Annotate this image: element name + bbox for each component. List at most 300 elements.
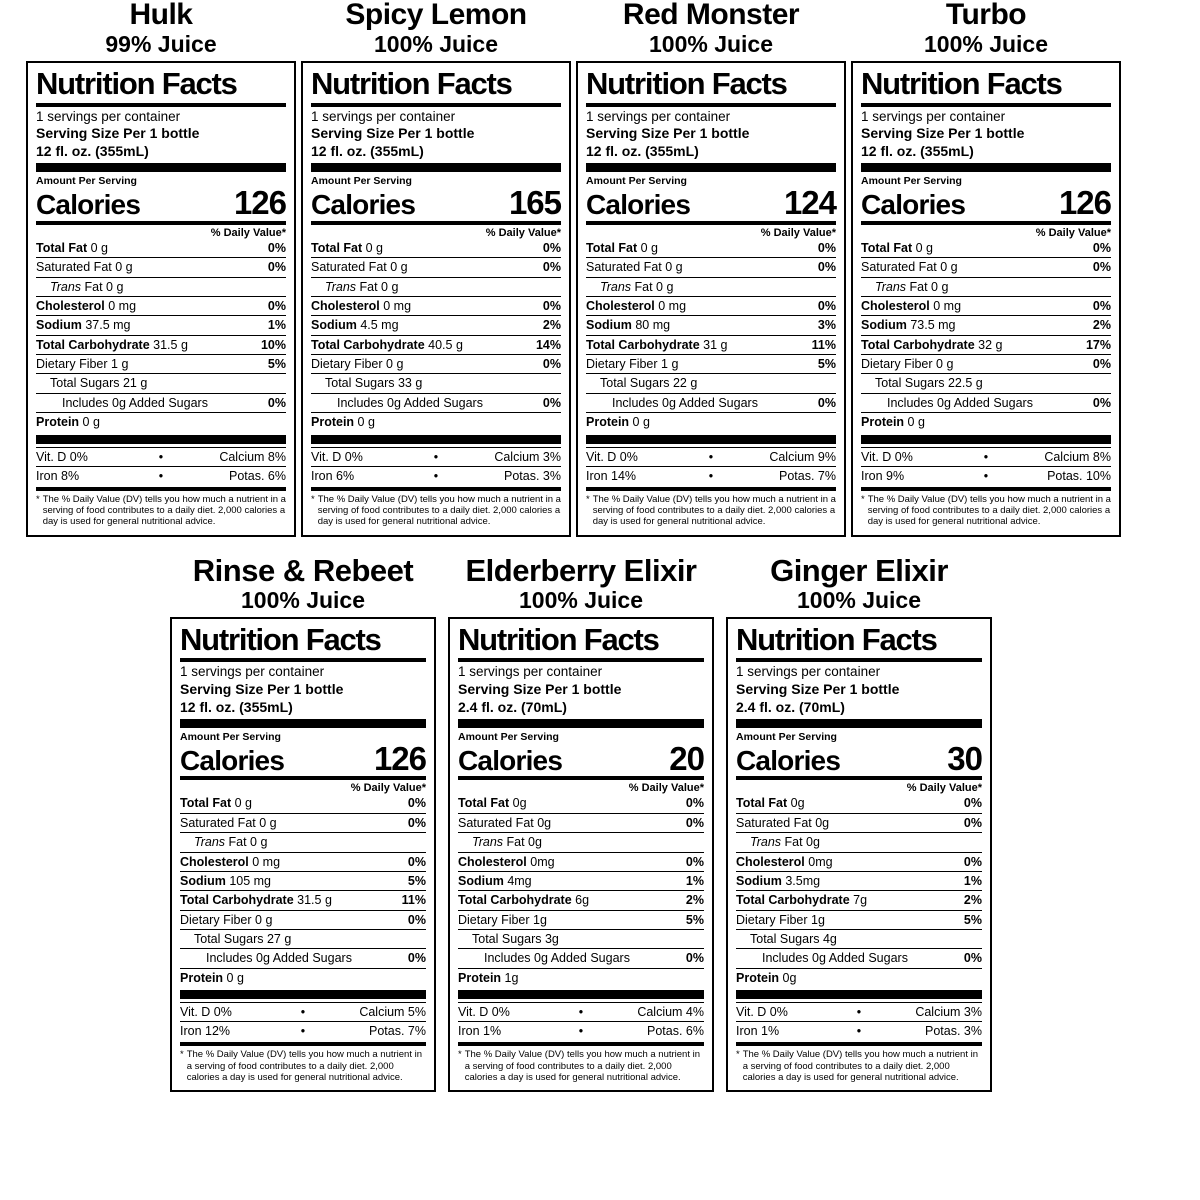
divider-thick	[180, 990, 426, 999]
nutrient-label: Total Sugars	[472, 932, 542, 947]
nutrient-name	[736, 874, 820, 888]
vitamin-right: Potas. 7%	[779, 468, 836, 483]
nutrient-row	[458, 871, 704, 890]
nutrient-name	[586, 299, 686, 313]
calories-row	[36, 184, 286, 222]
serving-size-line-1: Serving Size Per 1 bottle	[180, 681, 344, 698]
nutrient-label: Cholesterol	[736, 854, 805, 869]
nutrient-amount: Fat 0g	[503, 835, 542, 850]
serving-size-line-1: Serving Size Per 1 bottle	[861, 125, 1025, 142]
nutrient-name	[180, 932, 291, 946]
nutrient-daily-value: 0%	[1092, 260, 1111, 275]
divider-medium	[586, 487, 836, 491]
vitamin-separator-dot: •	[300, 1024, 306, 1039]
nutrient-daily-value: 5%	[407, 873, 426, 888]
divider-medium	[861, 221, 1111, 225]
nutrient-row	[311, 315, 561, 334]
nutrient-amount: Fat 0 g	[225, 835, 268, 850]
nutrient-row	[736, 929, 982, 948]
nutrient-daily-value: 0%	[542, 260, 561, 275]
nutrient-label: Includes 0g Added Sugars	[612, 395, 758, 410]
nutrient-label: Trans	[750, 835, 782, 850]
servings-per-container: 1 servings per container	[586, 108, 731, 124]
panel-title	[170, 552, 436, 613]
footnote-text: The % Daily Value (DV) tells you how much a nutrient in a serving of food contributes to a daily diet. 2,000 calories a day is used for general nutritional advice.	[592, 493, 836, 528]
nutrient-row	[36, 296, 286, 315]
nutrient-name	[736, 855, 833, 869]
divider-medium	[586, 103, 836, 107]
nutrient-amount: 0 g	[661, 260, 683, 275]
nutrient-daily-value: 0%	[542, 395, 561, 410]
divider-medium	[861, 103, 1111, 107]
nutrient-amount: 40.5 g	[424, 337, 463, 352]
footnote-asterisk: *	[311, 493, 315, 505]
nutrient-label: Total Fat	[458, 796, 510, 811]
nutrient-label: Total Carbohydrate	[736, 893, 850, 908]
nutrient-daily-value: 0%	[407, 815, 426, 830]
nutrient-row	[736, 968, 982, 987]
nutrient-name	[180, 971, 244, 985]
nutrient-name	[180, 951, 352, 965]
divider-medium	[736, 658, 982, 662]
nutrient-amount: 105 mg	[225, 873, 272, 888]
nutrient-name	[311, 299, 411, 313]
nutrient-label: Total Carbohydrate	[36, 337, 150, 352]
nutrient-name	[736, 893, 867, 907]
nutrient-name	[586, 396, 758, 410]
nutrient-amount: 0 g	[231, 796, 253, 811]
nutrient-row	[180, 832, 426, 851]
nutrient-amount: 0g	[533, 815, 552, 830]
nutrient-row	[861, 354, 1111, 373]
nutrient-daily-value: 0%	[267, 240, 286, 255]
nutrient-row	[861, 335, 1111, 354]
nutrient-row	[586, 354, 836, 373]
vitamin-left: Iron 12%	[180, 1024, 231, 1039]
nutrient-name	[736, 951, 908, 965]
nutrient-row	[586, 393, 836, 412]
nutrient-row	[311, 335, 561, 354]
nutrient-label: Includes 0g Added Sugars	[337, 395, 483, 410]
calories-value: 20	[669, 740, 704, 778]
nutrient-daily-value: 0%	[963, 854, 982, 869]
nutrient-label: Total Fat	[311, 240, 363, 255]
nutrition-facts-title: Nutrition Facts	[736, 621, 937, 657]
nutrient-amount: 32 g	[974, 337, 1003, 352]
nutrient-daily-value: 5%	[685, 912, 704, 927]
nutrient-row	[36, 354, 286, 373]
nutrient-daily-value: 0%	[407, 796, 426, 811]
nutrient-name	[311, 376, 422, 390]
nutrient-name	[36, 318, 130, 332]
nutrient-amount: 80 mg	[631, 318, 671, 333]
nutrient-name	[458, 855, 555, 869]
nutrient-name	[458, 835, 542, 849]
vitamin-separator-dot: •	[578, 1005, 584, 1020]
divider-thick	[861, 435, 1111, 444]
nutrient-label: Total Fat	[36, 240, 88, 255]
nutrient-name	[458, 796, 527, 810]
nutrient-daily-value: 0%	[1092, 357, 1111, 372]
nutrient-label: Dietary Fiber	[736, 912, 808, 927]
nutrient-name	[36, 415, 100, 429]
vitamin-right: Calcium 8%	[219, 449, 286, 464]
nutrient-name	[861, 241, 933, 255]
nutrient-label: Saturated Fat	[180, 815, 256, 830]
vitamin-row	[458, 1021, 704, 1040]
nutrient-name	[586, 241, 658, 255]
servings-per-container: 1 servings per container	[180, 664, 325, 680]
divider-thick	[458, 990, 704, 999]
vitamin-separator-dot: •	[708, 449, 714, 464]
nutrient-label: Total Sugars	[600, 376, 670, 391]
nutrient-row	[458, 794, 704, 812]
nutrient-row	[180, 948, 426, 967]
nutrient-amount: 0g	[787, 796, 805, 811]
calories-label: Calories	[586, 189, 691, 221]
nutrient-row	[586, 373, 836, 392]
daily-value-header: % Daily Value*	[350, 782, 426, 795]
nutrient-row	[458, 948, 704, 967]
nutrient-daily-value: 0%	[267, 395, 286, 410]
nutrient-amount: 0 g	[382, 357, 404, 372]
nutrient-daily-value: 2%	[542, 318, 561, 333]
serving-size-line-2: 2.4 fl. oz. (70mL)	[736, 698, 845, 715]
nutrient-row	[861, 373, 1111, 392]
calories-row	[736, 740, 982, 778]
vitamin-separator-dot: •	[158, 449, 164, 464]
footnote-text: The % Daily Value (DV) tells you how much a nutrient in a serving of food contributes to a daily diet. 2,000 calories a day is used for general nutritional advice.	[186, 1049, 423, 1083]
servings-per-container: 1 servings per container	[736, 664, 881, 680]
vitamin-left: Vit. D 0%	[736, 1005, 788, 1020]
divider-thick	[861, 163, 1111, 172]
nutrient-amount: 0 mg	[654, 298, 687, 313]
juice-percentage: 100% Juice	[796, 586, 922, 613]
nutrient-label: Protein	[311, 415, 355, 430]
nutrient-label: Trans	[194, 835, 226, 850]
vitamin-right: Potas. 3%	[504, 468, 561, 483]
divider-medium	[311, 221, 561, 225]
nutrient-daily-value: 11%	[811, 337, 836, 352]
nutrient-name	[458, 932, 559, 946]
nutrient-label: Total Sugars	[875, 376, 945, 391]
nutrient-amount: 0 mg	[248, 854, 281, 869]
nutrient-daily-value: 0%	[267, 260, 286, 275]
divider-medium	[311, 487, 561, 491]
nutrient-label: Cholesterol	[586, 298, 655, 313]
nutrient-daily-value: 0%	[542, 298, 561, 313]
nutrient-label: Saturated Fat	[36, 260, 112, 275]
nutrition-facts-title: Nutrition Facts	[586, 66, 787, 101]
serving-size-line-2: 12 fl. oz. (355mL)	[586, 142, 699, 159]
nutrient-row	[458, 968, 704, 987]
nutrient-daily-value: 0%	[542, 240, 561, 255]
nutrient-row	[861, 257, 1111, 276]
nutrient-label: Trans	[325, 279, 357, 294]
nutrient-row	[36, 373, 286, 392]
nutrient-amount: 0 g	[87, 240, 109, 255]
vitamin-right: Calcium 3%	[915, 1005, 982, 1020]
vitamin-separator-dot: •	[300, 1005, 306, 1020]
nutrient-name	[458, 893, 589, 907]
vitamin-left: Vit. D 0%	[586, 449, 638, 464]
footnote-asterisk: *	[586, 493, 590, 505]
calories-row	[586, 184, 836, 222]
nutrient-daily-value: 5%	[963, 912, 982, 927]
vitamin-row	[180, 1002, 426, 1021]
calories-value: 165	[508, 184, 561, 222]
nutrient-name	[180, 835, 267, 849]
vitamin-left: Iron 9%	[861, 468, 905, 483]
juice-percentage: 100% Juice	[373, 31, 499, 57]
nutrient-label: Total Carbohydrate	[180, 893, 294, 908]
nutrient-daily-value: 10%	[260, 337, 286, 352]
serving-size-line-2: 2.4 fl. oz. (70mL)	[458, 698, 567, 715]
panel-title	[726, 552, 992, 613]
nutrient-name	[180, 874, 271, 888]
nutrient-label: Sodium	[861, 318, 907, 333]
daily-value-footnote	[736, 1049, 982, 1083]
nutrient-label: Total Carbohydrate	[586, 337, 700, 352]
nutrient-name	[36, 357, 128, 371]
vitamin-row	[458, 1002, 704, 1021]
nutrient-name	[586, 357, 678, 371]
product-name: Red Monster	[622, 0, 800, 31]
vitamin-row	[36, 466, 286, 485]
nutrient-daily-value: 17%	[1085, 337, 1111, 352]
nutrient-name	[180, 796, 252, 810]
vitamin-row	[311, 447, 561, 466]
daily-value-footnote	[586, 494, 836, 528]
nutrient-amount: 0g	[509, 796, 527, 811]
nutrient-name	[180, 816, 277, 830]
serving-size-line-1: Serving Size Per 1 bottle	[36, 125, 200, 142]
vitamin-row	[736, 1002, 982, 1021]
vitamin-row	[36, 447, 286, 466]
product-name: Turbo	[945, 0, 1027, 31]
nutrition-facts-title: Nutrition Facts	[180, 621, 381, 657]
nutrient-daily-value: 0%	[1092, 298, 1111, 313]
nutrient-label: Includes 0g Added Sugars	[762, 951, 908, 966]
nutrition-facts-title: Nutrition Facts	[458, 621, 659, 657]
nutrition-panel	[726, 552, 992, 1093]
nutrient-row	[311, 296, 561, 315]
nutrient-amount: 0 g	[912, 240, 934, 255]
nutrient-daily-value: 0%	[817, 395, 836, 410]
nutrient-daily-value: 5%	[267, 357, 286, 372]
nutrition-facts-box	[448, 617, 714, 1093]
nutrition-facts-box	[301, 61, 571, 537]
product-name: Hulk	[129, 0, 193, 31]
nutrient-daily-value: 3%	[817, 318, 836, 333]
nutrient-amount: 0 g	[936, 260, 958, 275]
nutrient-amount: 7g	[849, 893, 868, 908]
calories-row	[311, 184, 561, 222]
nutrient-amount: 37.5 mg	[81, 318, 131, 333]
nutrient-daily-value: 1%	[685, 873, 704, 888]
amount-per-serving-label: Amount Per Serving	[458, 731, 559, 744]
vitamin-row	[861, 447, 1111, 466]
divider-medium	[736, 776, 982, 780]
nutrition-panel	[170, 552, 436, 1093]
nutrient-amount: 0mg	[804, 854, 833, 869]
calories-label: Calories	[861, 189, 966, 221]
juice-percentage: 100% Juice	[923, 31, 1049, 57]
vitamin-separator-dot: •	[983, 468, 989, 483]
juice-percentage: 99% Juice	[105, 31, 217, 57]
nutrient-label: Saturated Fat	[311, 260, 387, 275]
nutrient-amount: 0 g	[223, 970, 244, 985]
nutrient-name	[180, 893, 332, 907]
nutrient-amount: Fat 0 g	[81, 279, 124, 294]
nutrient-label: Includes 0g Added Sugars	[484, 951, 630, 966]
nutrient-amount: 0 mg	[379, 298, 412, 313]
nutrient-name	[861, 415, 925, 429]
calories-value: 126	[373, 740, 426, 778]
nutrient-label: Cholesterol	[180, 854, 249, 869]
divider-medium	[586, 221, 836, 225]
nutrient-row	[586, 335, 836, 354]
nutrient-label: Protein	[861, 415, 905, 430]
calories-value: 30	[947, 740, 982, 778]
divider-thick	[180, 719, 426, 728]
nutrient-amount: 31 g	[699, 337, 728, 352]
amount-per-serving-label: Amount Per Serving	[180, 731, 281, 744]
serving-size-line-2: 12 fl. oz. (355mL)	[36, 142, 149, 159]
nutrient-row	[586, 257, 836, 276]
nutrient-row	[458, 852, 704, 871]
nutrient-daily-value: 1%	[267, 318, 286, 333]
divider-thick	[36, 163, 286, 172]
daily-value-header: % Daily Value*	[760, 226, 836, 239]
nutrient-label: Saturated Fat	[458, 815, 534, 830]
divider-medium	[180, 776, 426, 780]
nutrient-name	[311, 396, 483, 410]
amount-per-serving-label: Amount Per Serving	[736, 731, 837, 744]
labels-row-top	[0, 0, 1200, 537]
vitamin-left: Vit. D 0%	[458, 1005, 510, 1020]
nutrient-name	[861, 260, 958, 274]
nutrition-facts-box	[851, 61, 1121, 537]
panel-title	[26, 0, 296, 56]
labels-row-bottom	[0, 552, 1200, 1093]
divider-medium	[861, 487, 1111, 491]
nutrient-row	[36, 335, 286, 354]
vitamin-row	[586, 447, 836, 466]
nutrient-name	[311, 318, 399, 332]
nutrient-row	[736, 794, 982, 812]
daily-value-footnote	[311, 494, 561, 528]
nutrient-name	[736, 796, 805, 810]
divider-thick	[736, 719, 982, 728]
nutrient-label: Sodium	[311, 318, 357, 333]
nutrient-daily-value: 5%	[817, 357, 836, 372]
calories-row	[861, 184, 1111, 222]
nutrient-name	[36, 338, 188, 352]
vitamin-right: Calcium 9%	[769, 449, 836, 464]
nutrient-row	[36, 239, 286, 257]
nutrient-label: Total Sugars	[50, 376, 120, 391]
nutrient-amount: 0 g	[255, 815, 277, 830]
divider-medium	[36, 221, 286, 225]
daily-value-footnote	[36, 494, 286, 528]
nutrient-daily-value: 0%	[1092, 395, 1111, 410]
nutrient-row	[311, 354, 561, 373]
calories-label: Calories	[736, 744, 841, 776]
vitamin-right: Potas. 6%	[229, 468, 286, 483]
nutrient-row	[458, 929, 704, 948]
panel-title	[576, 0, 846, 56]
servings-per-container: 1 servings per container	[311, 108, 456, 124]
nutrient-amount: 31.5 g	[149, 337, 188, 352]
nutrient-row	[180, 813, 426, 832]
nutrient-row	[736, 813, 982, 832]
nutrient-label: Cholesterol	[36, 298, 105, 313]
nutrient-daily-value: 14%	[535, 337, 561, 352]
nutrient-label: Saturated Fat	[861, 260, 937, 275]
vitamin-right: Potas. 3%	[925, 1024, 982, 1039]
calories-label: Calories	[180, 744, 285, 776]
nutrient-daily-value: 0%	[963, 951, 982, 966]
nutrient-amount: 6g	[571, 893, 590, 908]
nutrient-amount: 4.5 mg	[356, 318, 399, 333]
nutrient-row	[311, 393, 561, 412]
product-name: Rinse & Rebeet	[192, 552, 414, 588]
nutrient-label: Dietary Fiber	[458, 912, 530, 927]
nutrient-name	[36, 299, 136, 313]
nutrient-amount: 0 g	[111, 260, 133, 275]
nutrient-name	[586, 260, 683, 274]
nutrient-row	[180, 929, 426, 948]
nutrient-amount: Fat 0 g	[906, 279, 949, 294]
nutrient-label: Sodium	[586, 318, 632, 333]
nutrient-amount: 0 g	[251, 912, 273, 927]
nutrient-daily-value: 2%	[1092, 318, 1111, 333]
serving-size-line-2: 12 fl. oz. (355mL)	[311, 142, 424, 159]
nutrient-amount: 0 mg	[104, 298, 137, 313]
nutrient-label: Protein	[736, 970, 780, 985]
nutrient-amount: 1g	[501, 970, 519, 985]
nutrient-amount: 27 g	[263, 932, 292, 947]
nutrient-amount: 1g	[807, 912, 825, 927]
nutrient-label: Protein	[586, 415, 630, 430]
nutrient-amount: 3.5mg	[781, 873, 821, 888]
calories-row	[180, 740, 426, 778]
daily-value-header: % Daily Value*	[1035, 226, 1111, 239]
daily-value-footnote	[180, 1049, 426, 1083]
vitamin-left: Vit. D 0%	[36, 449, 88, 464]
nutrient-row	[861, 277, 1111, 296]
nutrient-name	[458, 971, 518, 985]
nutrient-amount: Fat 0 g	[356, 279, 399, 294]
nutrient-row	[861, 239, 1111, 257]
divider-medium	[180, 658, 426, 662]
divider-thick	[458, 719, 704, 728]
footnote-asterisk: *	[458, 1049, 462, 1061]
nutrient-label: Dietary Fiber	[311, 357, 383, 372]
nutrient-label: Sodium	[736, 873, 782, 888]
divider-thick	[311, 435, 561, 444]
vitamin-separator-dot: •	[708, 468, 714, 483]
nutrient-amount: 0 g	[629, 415, 650, 430]
nutrient-name	[36, 241, 108, 255]
nutrient-label: Saturated Fat	[736, 815, 812, 830]
nutrient-label: Total Carbohydrate	[861, 337, 975, 352]
footnote-text: The % Daily Value (DV) tells you how much a nutrient in a serving of food contributes to a daily diet. 2,000 calories a day is used for general nutritional advice.	[867, 493, 1111, 528]
nutrient-amount: 1 g	[107, 357, 129, 372]
vitamin-right: Calcium 5%	[359, 1005, 426, 1020]
nutrition-facts-title: Nutrition Facts	[861, 66, 1062, 101]
